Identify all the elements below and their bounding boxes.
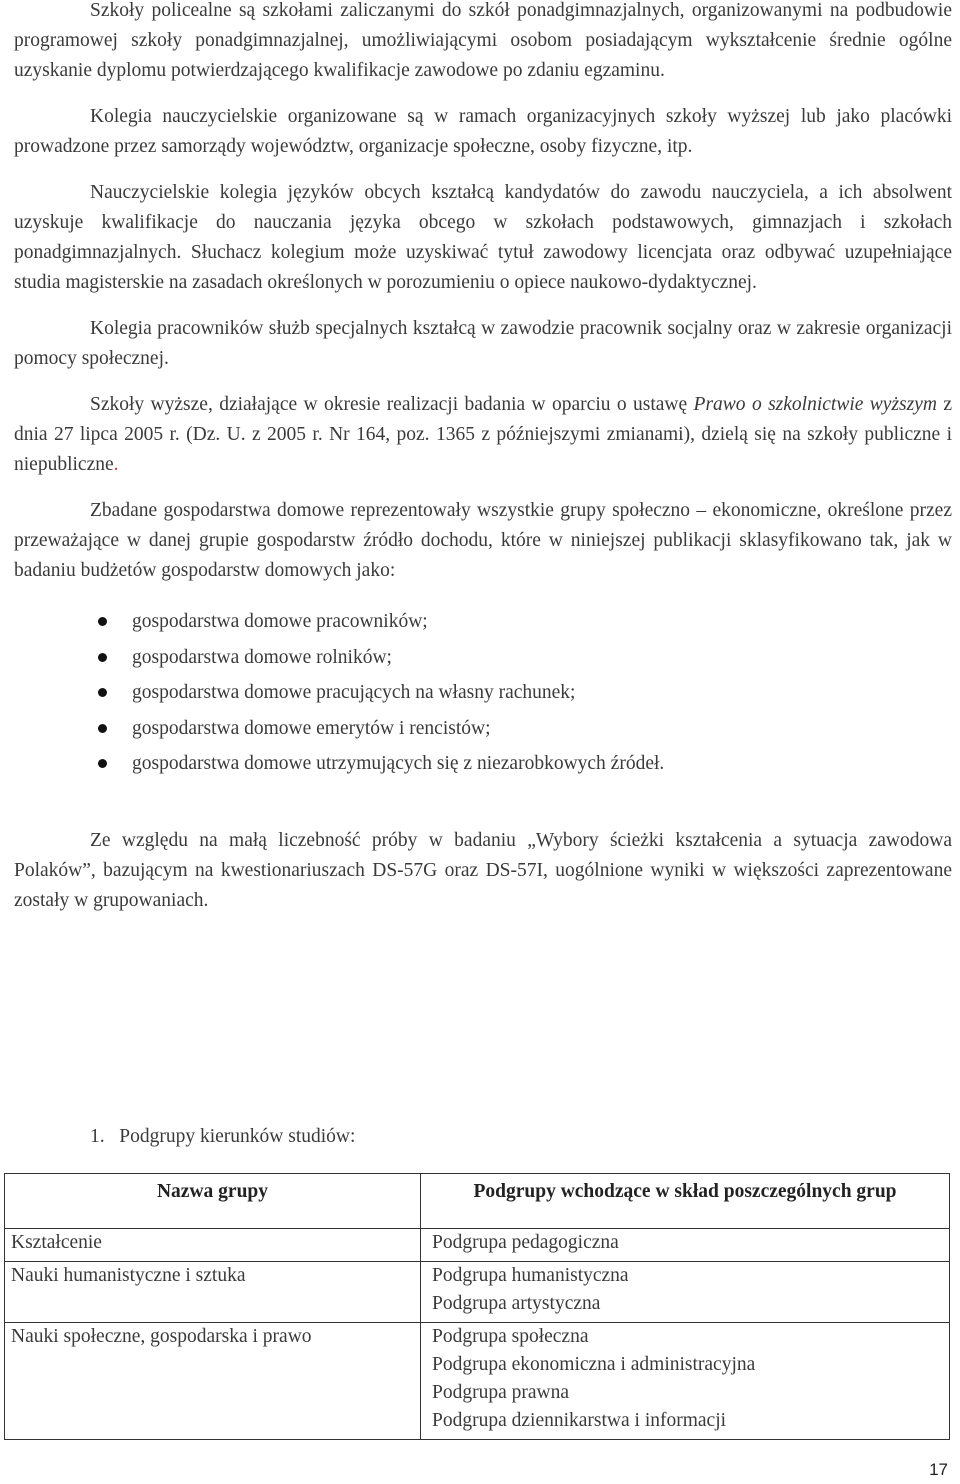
bullet-icon xyxy=(98,688,107,697)
paragraph-kolegia-nauczycielskie: Kolegia nauczycielskie organizowane są w ramach organizacyjnych szkoły wyższej lub jako placówki prowadzone przez samorządy województw, organizacje społeczne, osoby fizyczne, itp. xyxy=(14,106,952,157)
szkoly-wyzsze-text-a: Szkoły wyższe, działające w okresie realizacji badania w oparciu o ustawę xyxy=(90,394,694,415)
paragraph-policealne: Szkoły policealne są szkołami zaliczanymi do szkół ponadgimnazjalnych, organizowanymi na podbudowie programowej szkoły ponadgimnazjalnej, umożliwiającymi osobom posiadającym wykształcenie średnie ogólne uzyskanie dyplomu potwierdzającego kwalifikacje zawodowe po zdaniu egzaminu. xyxy=(14,0,952,81)
list-item-text: gospodarstwa domowe pracujących na własny rachunek; xyxy=(132,682,576,703)
table-header-row xyxy=(5,1174,950,1229)
subgroup-item: Podgrupa dziennikarstwa i informacji xyxy=(432,1410,727,1431)
list-item xyxy=(14,640,952,676)
paragraph-szkoly-wyzsze xyxy=(14,390,952,480)
list-item xyxy=(14,711,952,747)
subgroup-item: Podgrupa ekonomiczna i administracyjna xyxy=(432,1354,756,1375)
header-subgroups: Podgrupy wchodzące w skład poszczególnych grup xyxy=(421,1174,950,1229)
subgroup-item: Podgrupa prawna xyxy=(432,1382,570,1403)
group-name-cell: Nauki społeczne, gospodarska i prawo xyxy=(5,1323,421,1440)
bullet-icon xyxy=(98,759,107,768)
group-name-cell: Kształcenie xyxy=(5,1229,421,1262)
header-group-name: Nazwa grupy xyxy=(5,1174,421,1229)
paragraph-kolegia-jezykow: Nauczycielskie kolegia języków obcych kształcą kandydatów do zawodu nauczyciela, a ich absolwent uzyskuje kwalifikacje do nauczania języka obcego w szkołach podstawowych, gimnazjach i szkołach ponadgimnazjalnych. Słuchacz kolegium może uzyskiwać tytuł zawodowy licencjata oraz odbywać uzupełniające studia magisterskie na zasadach określonych w porozumieniu o opiece naukowo-dydaktycznej. xyxy=(14,182,952,293)
group-name-cell: Nauki humanistyczne i sztuka xyxy=(5,1262,421,1323)
bullet-icon xyxy=(98,724,107,733)
szkoly-wyzsze-text-b: z dnia 27 lipca 2005 r. (Dz. U. z 2005 r. Nr 164, poz. 1365 z późniejszymi zmianami), dzielą się na szkoły publiczne i niepubliczne xyxy=(14,394,952,475)
subgroups-cell xyxy=(421,1323,950,1440)
list-item xyxy=(14,746,952,782)
table-row xyxy=(5,1229,950,1262)
list-item-text: gospodarstwa domowe rolników; xyxy=(132,646,392,668)
list-item xyxy=(14,675,952,711)
table-row xyxy=(5,1262,950,1323)
subgroup-item: Podgrupa społeczna xyxy=(432,1326,589,1347)
law-title: Prawo o szkolnictwie wyższym xyxy=(693,394,937,415)
bullet-icon xyxy=(98,617,107,626)
list-item xyxy=(14,604,952,640)
subgroup-item: Podgrupa humanistyczna xyxy=(432,1265,629,1286)
subgroups-cell xyxy=(421,1229,950,1262)
page-number: 17 xyxy=(929,1460,948,1479)
subgroup-item: Podgrupa pedagogiczna xyxy=(432,1232,619,1253)
paragraph-liczebnosc: Ze względu na małą liczebność próby w badaniu „Wybory ścieżki kształcenia a sytuacja zawodowa Polaków”, bazującym na kwestionariuszach DS-57G oraz DS-57I, uogólnione wyniki w większości zaprezentowane zostały w grupowaniach. xyxy=(14,829,952,911)
paragraph-gospodarstwa: Zbadane gospodarstwa domowe reprezentowały wszystkie grupy społeczno – ekonomiczne, określone przez przeważające w danej grupie gospodarstw źródło dochodu, które w niniejszej publikacji sklasyfikowano tak, jak w badaniu budżetów gospodarstw domowych jako: xyxy=(14,500,952,581)
list-item-text: gospodarstwa domowe emerytów i rencistów; xyxy=(132,717,491,739)
subgroups-table xyxy=(4,1173,950,1440)
household-groups-list xyxy=(14,604,952,782)
subgroup-item: Podgrupa artystyczna xyxy=(432,1293,601,1314)
document-page xyxy=(14,0,952,916)
list-item-text: gospodarstwa domowe pracowników; xyxy=(132,611,428,632)
bullet-icon xyxy=(98,653,107,662)
section-heading: 1. Podgrupy kierunków studiów: xyxy=(90,1126,356,1147)
list-item-text: gospodarstwa domowe utrzymujących się z niezarobkowych źródeł. xyxy=(132,753,665,774)
paragraph-kolegia-sluzb: Kolegia pracowników służb specjalnych kształcą w zawodzie pracownik socjalny oraz w zakresie organizacji pomocy społecznej. xyxy=(14,318,952,369)
table-row xyxy=(5,1323,950,1440)
szkoly-wyzsze-period: . xyxy=(113,454,119,475)
subgroups-cell xyxy=(421,1262,950,1323)
